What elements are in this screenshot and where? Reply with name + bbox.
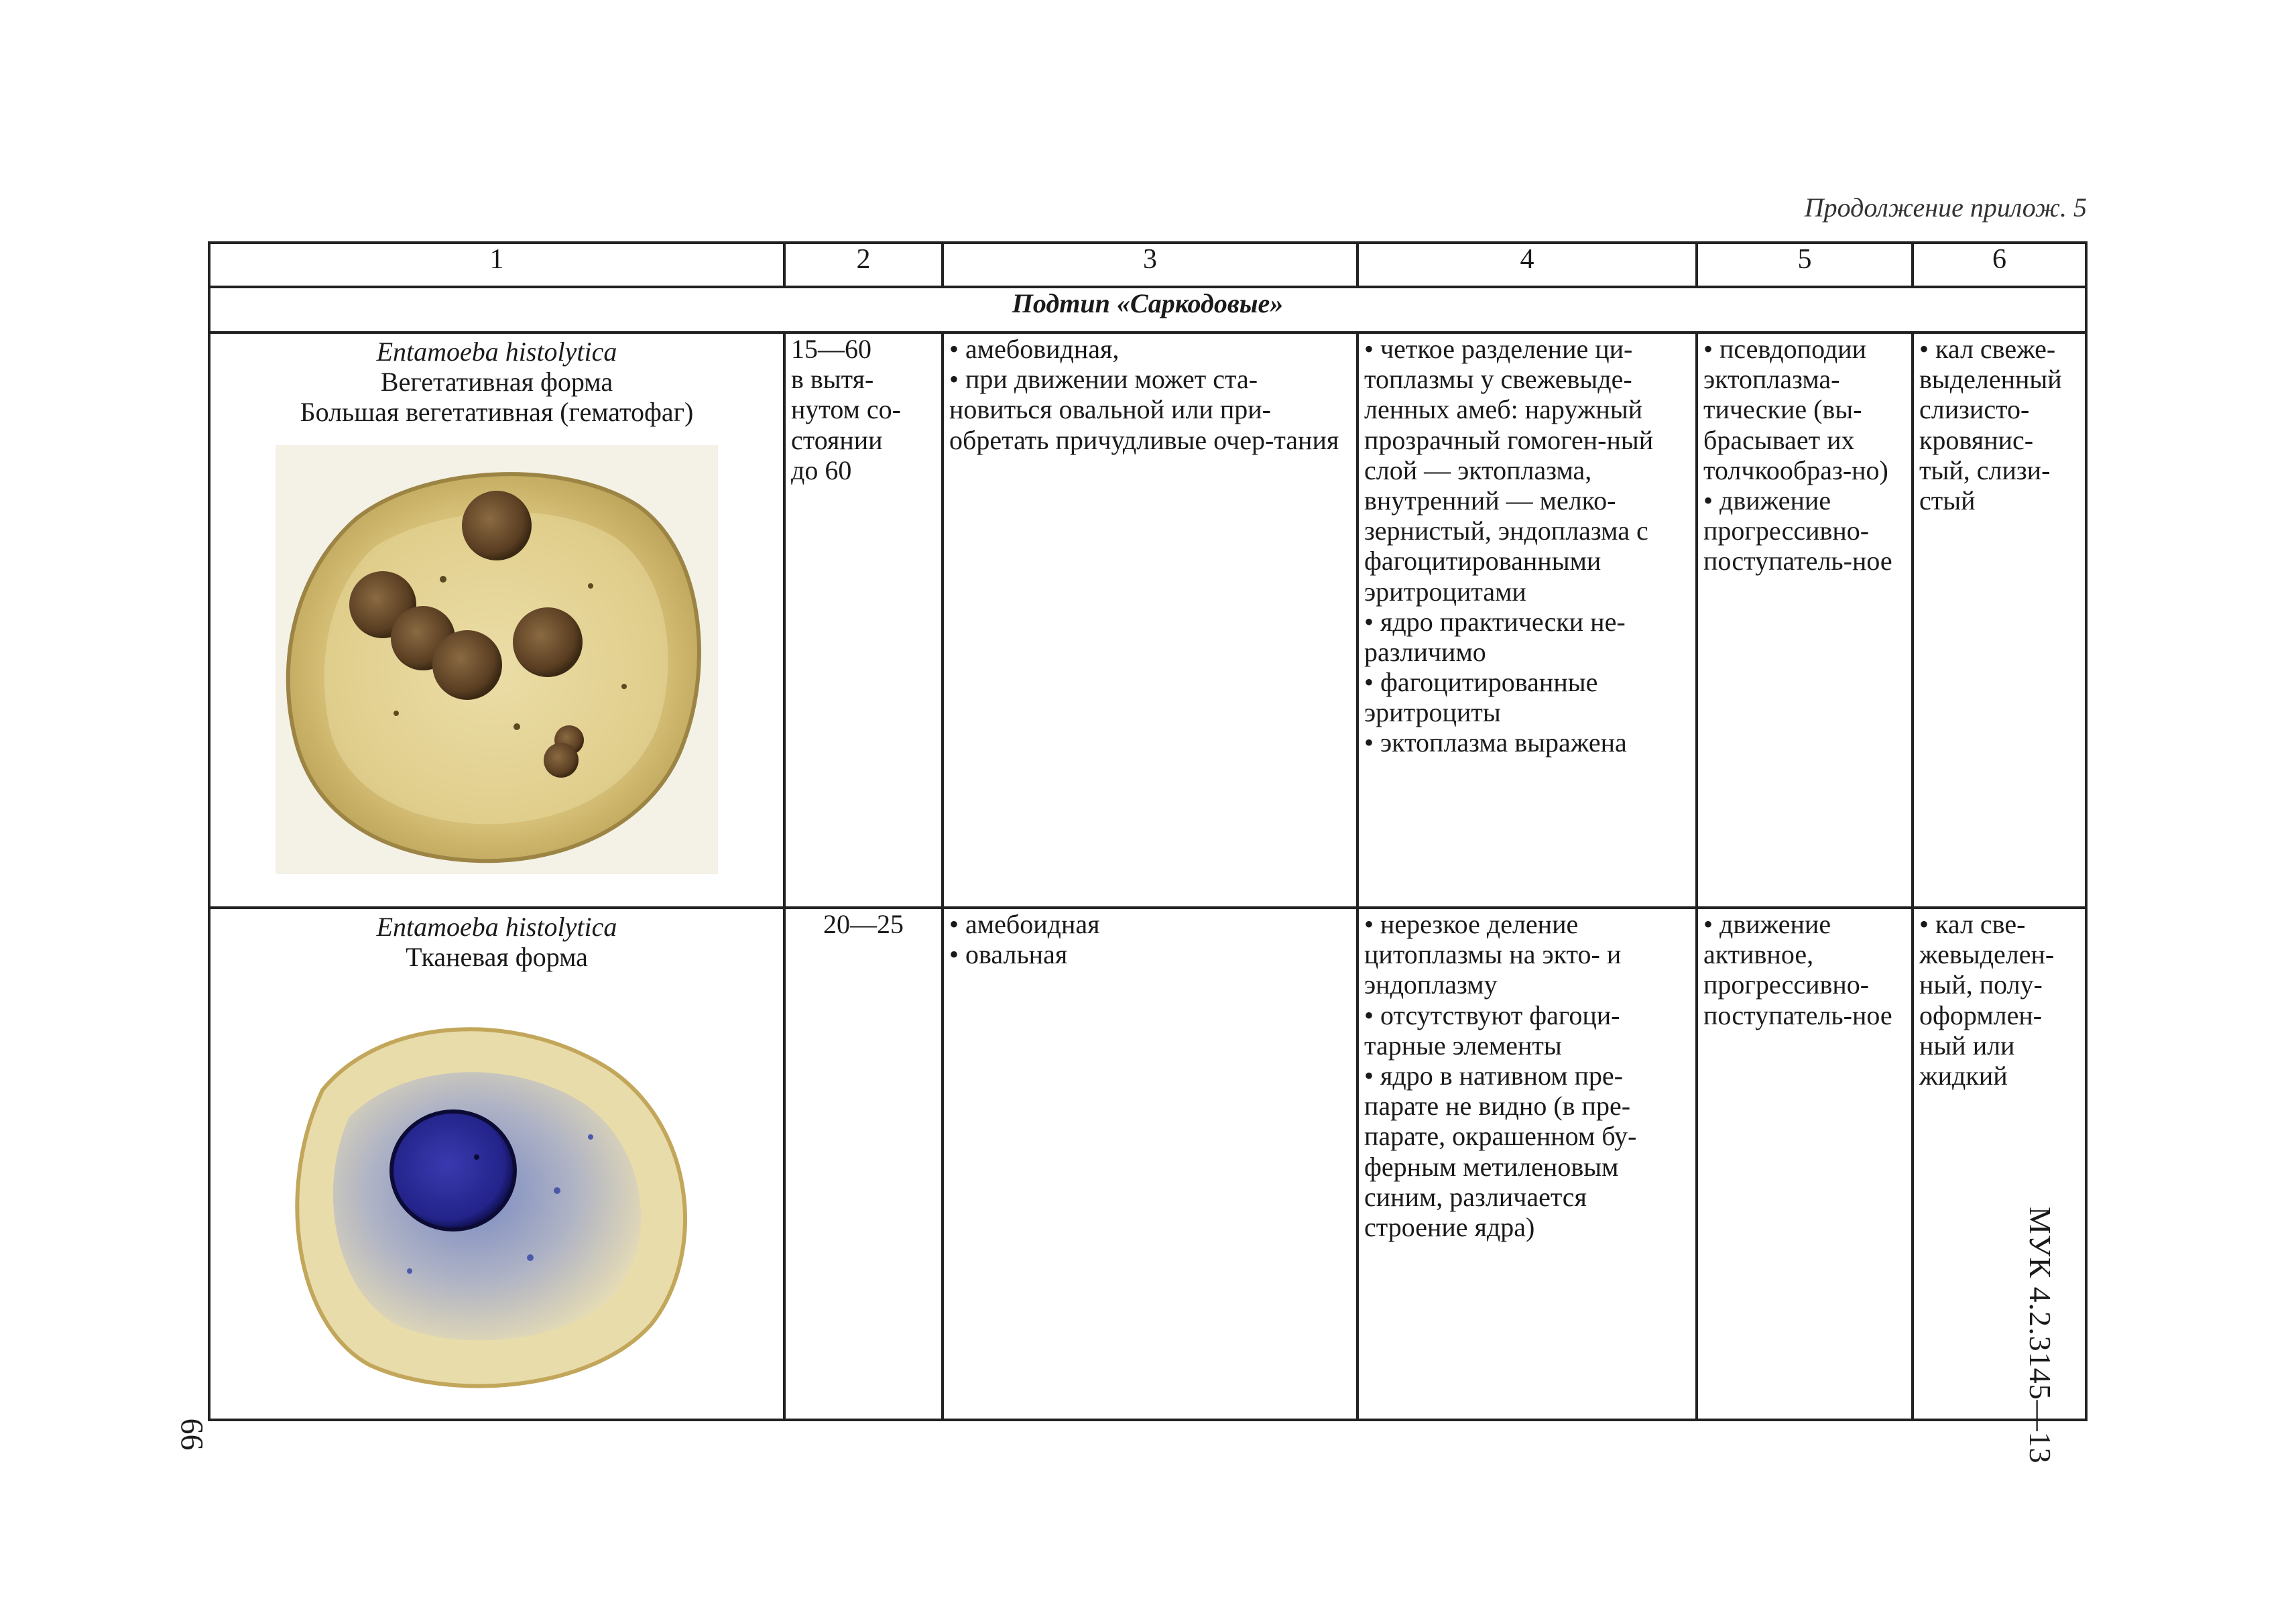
organism-cell [209,333,784,908]
material-item: • кал свеже-выделенный слизисто-кровянис-тый, слизи-стый [1919,334,2079,516]
page-header-continuation: Продолжение прилож. 5 [1804,192,2087,223]
organism-cell [209,908,784,1420]
motility-cell [1697,333,1913,908]
size-note: нутом со- [791,394,901,425]
shape-item: • овальная [949,939,1351,969]
size-cell [784,908,943,1420]
size-cell [784,333,943,908]
tissue-form-micrograph [276,989,718,1405]
size-value: 15—60 [791,334,871,364]
table-header-row [209,243,2086,287]
size-value: 20—25 [823,909,904,939]
column-header: 4 [1357,243,1697,287]
shape-cell [943,908,1357,1420]
feature-item: • ядро практически не-различимо [1364,607,1690,667]
feature-item: • ядро в нативном пре-парате не видно (в пре-парате, окрашенном бу-ферным метиленовым синим, различается строение ядра) [1364,1061,1690,1242]
form-name: Вегетативная форма [380,367,613,398]
size-note: стоянии [791,424,883,455]
subtype-row [209,287,2086,333]
column-header: 3 [943,243,1357,287]
feature-item: • эктоплазма выражена [1364,727,1690,758]
feature-item: • отсутствуют фагоци-тарные элементы [1364,1000,1690,1061]
trophozoite-micrograph [276,445,718,874]
feature-item: • фагоцитированные эритроциты [1364,667,1690,727]
document-code: МУК 4.2.3145—13 [2023,1207,2057,1464]
feature-item: • четкое разделение ци-топлазмы у свежевыде-ленных амеб: наружный прозрачный гомоген-ный слой — эктоплазма, внутренний — мелко-зернистый, эндоплазма с фагоцитированными эритроцитами [1364,334,1690,607]
feature-item: • нерезкое деление цитоплазмы на экто- и эндоплазму [1364,909,1690,1000]
shape-cell [943,333,1357,908]
parasite-table [208,241,2088,1421]
column-header: 5 [1697,243,1913,287]
material-cell [1913,333,2086,908]
motility-item: • псевдоподии эктоплазма-тические (вы-брасывает их толчкообраз-но) [1703,334,1906,485]
motility-cell [1697,908,1913,1420]
motility-item: • движение прогрессивно-поступатель-ное [1703,485,1906,577]
column-header: 6 [1913,243,2086,287]
form-name: Тканевая форма [406,942,588,973]
size-note: в вытя- [791,364,874,395]
column-header: 1 [209,243,784,287]
table-row [209,333,2086,908]
shape-item: • амебоидная [949,909,1351,939]
features-cell [1357,333,1697,908]
page-number: 66 [174,1418,210,1451]
column-header: 2 [784,243,943,287]
species-name: Entamoeba histolytica [376,337,617,367]
material-cell [1913,908,2086,1420]
table-row [209,908,2086,1420]
shape-item: • амебовидная, [949,334,1351,364]
subtype-heading: Подтип «Саркодовые» [209,287,2086,333]
motility-item: • движение активное, прогрессивно-поступатель-ное [1703,909,1906,1030]
species-name: Entamoeba histolytica [376,912,617,942]
size-note: до 60 [791,455,852,485]
shape-item: • при движении может ста-новиться овальной или при-обретать причудливые очер-тания [949,364,1351,455]
material-item: • кал све-жевыделен-ный, полу-оформлен-ный или жидкий [1919,909,2079,1091]
features-cell [1357,908,1697,1420]
subform-name: Большая вегетативная (гематофаг) [300,397,694,428]
